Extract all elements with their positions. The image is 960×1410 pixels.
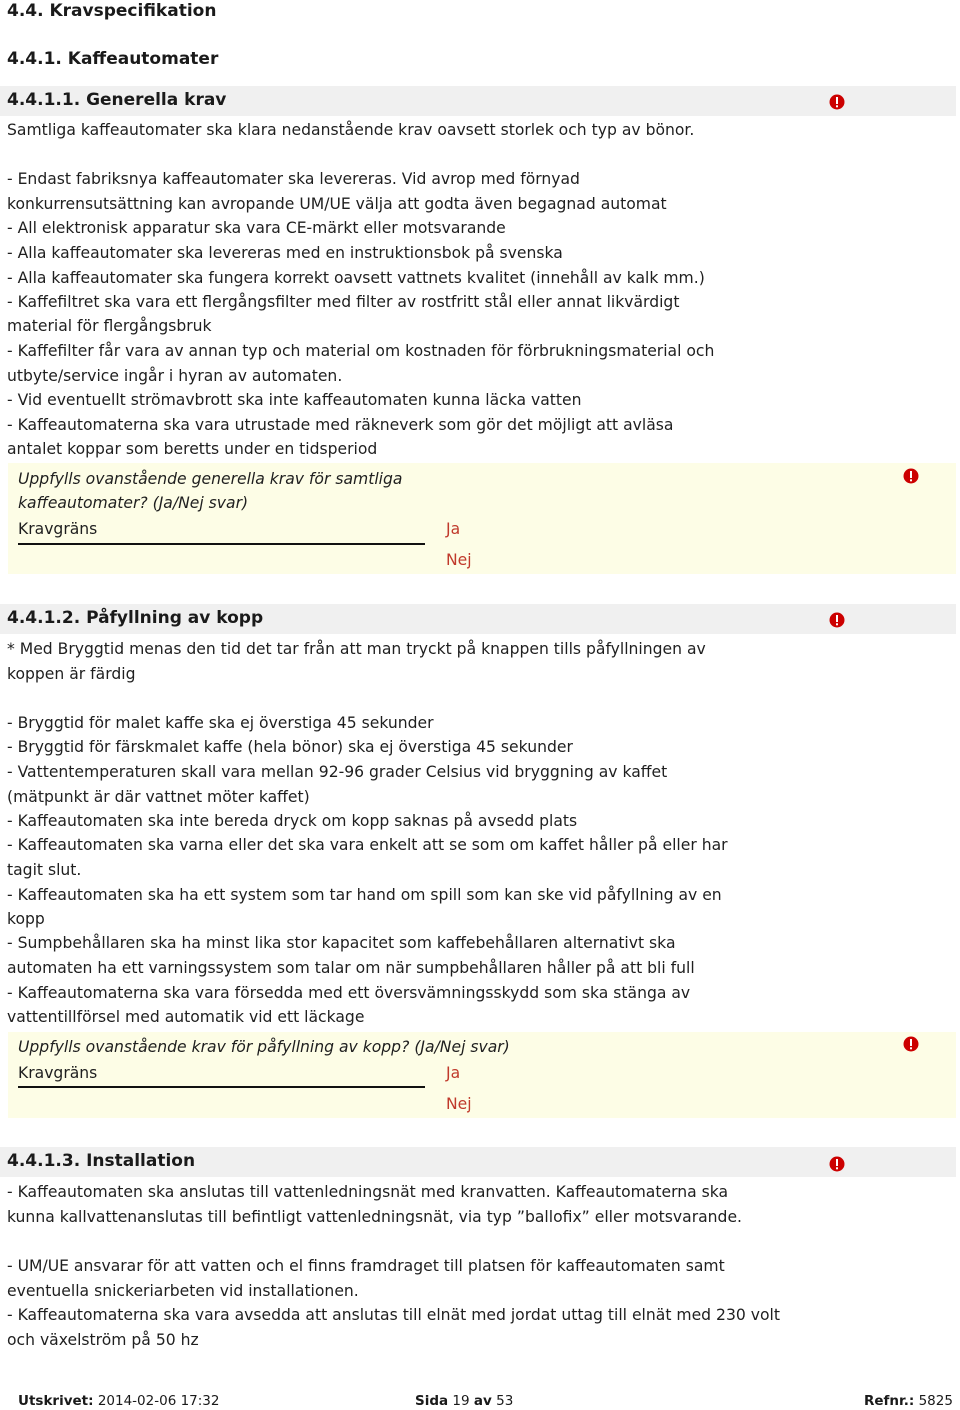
kravgrans-label: Kravgräns: [18, 520, 98, 538]
footer-printed-label: Utskrivet:: [18, 1393, 94, 1409]
text-line: koppen är färdig: [7, 665, 136, 683]
text-line: - Sumpbehållaren ska ha minst lika stor kapacitet som kaffebehållaren alternativt ska: [7, 934, 676, 952]
text-line: och växelström på 50 hz: [7, 1331, 199, 1349]
text-line: - Kaffeautomaten ska ha ett system som tar hand om spill som kan ske vid påfyllning av en: [7, 886, 722, 904]
footer-printed-value: 2014-02-06 17:32: [97, 1393, 220, 1409]
text-line: - Bryggtid för färskmalet kaffe (hela bönor) ska ej överstiga 45 sekunder: [7, 738, 573, 756]
text-line: - Kaffeautomaterna ska vara försedda med ett översvämningsskydd som ska stänga av: [7, 984, 691, 1002]
footer-page: [415, 1393, 513, 1409]
text-line: automaten ha ett varningssystem som talar om när sumpbehållaren håller på att bli full: [7, 959, 695, 977]
text-line: (mätpunkt är där vattnet möter kaffet): [7, 788, 310, 806]
heading-installation: 4.4.1.3. Installation: [7, 1151, 196, 1171]
text-line: utbyte/service ingår i hyran av automaten.: [7, 367, 343, 385]
kravgrans-rule: [18, 543, 425, 545]
answer-option-nej[interactable]: Nej: [446, 1095, 472, 1113]
footer-ref-value: 5825: [918, 1393, 953, 1409]
kravgrans-label: Kravgräns: [18, 1064, 98, 1082]
footer-page-num: 19: [452, 1393, 470, 1409]
warning-icon: [903, 468, 919, 484]
answer-option-ja[interactable]: Ja: [446, 1064, 461, 1082]
heading-generella-krav: 4.4.1.1. Generella krav: [7, 90, 227, 110]
question-text: kaffeautomater? (Ja/Nej svar): [18, 494, 249, 512]
warning-icon: [903, 1036, 919, 1052]
text-line: - Kaffeautomaterna ska vara avsedda att anslutas till elnät med jordat uttag till elnät med 230 volt: [7, 1306, 780, 1324]
text-line: tagit slut.: [7, 861, 82, 879]
heading-pafyllning: 4.4.1.2. Påfyllning av kopp: [7, 608, 264, 628]
text-line: kopp: [7, 910, 45, 928]
footer-page-of: av: [473, 1393, 492, 1409]
text-line: - UM/UE ansvarar för att vatten och el finns framdraget till platsen för kaffeautomaten samt: [7, 1257, 725, 1275]
question-text: Uppfylls ovanstående generella krav för samtliga: [18, 470, 403, 488]
footer-page-total: 53: [496, 1393, 514, 1409]
footer-printed: [18, 1393, 219, 1409]
text-line: - Vid eventuellt strömavbrott ska inte kaffeautomaten kunna läcka vatten: [7, 391, 582, 409]
text-line: - Kaffefilter får vara av annan typ och material om kostnaden för förbrukningsmaterial och: [7, 342, 715, 360]
footer-page-label: Sida: [415, 1393, 449, 1409]
answer-option-nej[interactable]: Nej: [446, 551, 472, 569]
text-line: kunna kallvattenanslutas till befintligt vattenledningsnät, via typ ”ballofix” eller motsvarande.: [7, 1208, 742, 1226]
text-line: - Vattentemperaturen skall vara mellan 92-96 grader Celsius vid bryggning av kaffet: [7, 763, 668, 781]
footer-ref: [864, 1393, 953, 1409]
text-line: - Bryggtid för malet kaffe ska ej överstiga 45 sekunder: [7, 714, 434, 732]
text-line: antalet koppar som beretts under en tidsperiod: [7, 440, 378, 458]
text-line: - Alla kaffeautomater ska fungera korrekt oavsett vattnets kvalitet (innehåll av kalk mm.): [7, 269, 705, 287]
warning-icon: [829, 612, 845, 628]
text-line: Samtliga kaffeautomater ska klara nedanstående krav oavsett storlek och typ av bönor.: [7, 121, 695, 139]
text-line: eventuella snickeriarbeten vid installationen.: [7, 1282, 359, 1300]
text-line: material för flergångsbruk: [7, 317, 212, 335]
heading-kaffeautomater: 4.4.1. Kaffeautomater: [7, 49, 219, 69]
answer-option-ja[interactable]: Ja: [446, 520, 461, 538]
text-line: - Alla kaffeautomater ska levereras med en instruktionsbok på svenska: [7, 244, 563, 262]
kravgrans-rule: [18, 1086, 425, 1088]
text-line: - Endast fabriksnya kaffeautomater ska levereras. Vid avrop med förnyad: [7, 170, 580, 188]
warning-icon: [829, 1156, 845, 1172]
text-line: - Kaffeautomaterna ska vara utrustade med räkneverk som gör det möjligt att avläsa: [7, 416, 674, 434]
text-line: * Med Bryggtid menas den tid det tar från att man tryckt på knappen tills påfyllningen av: [7, 640, 706, 658]
text-line: konkurrensutsättning kan avropande UM/UE välja att godta även begagnad automat: [7, 195, 667, 213]
text-line: - All elektronisk apparatur ska vara CE-märkt eller motsvarande: [7, 219, 506, 237]
text-line: - Kaffeautomaten ska anslutas till vattenledningsnät med kranvatten. Kaffeautomaterna ska: [7, 1183, 729, 1201]
heading-kravspecifikation: 4.4. Kravspecifikation: [7, 1, 217, 21]
text-line: - Kaffefiltret ska vara ett flergångsfilter med filter av rostfritt stål eller annat likvärdigt: [7, 293, 680, 311]
text-line: vattentillförsel med automatik vid ett läckage: [7, 1008, 365, 1026]
warning-icon: [829, 94, 845, 110]
question-text: Uppfylls ovanstående krav för påfyllning av kopp? (Ja/Nej svar): [18, 1038, 510, 1056]
text-line: - Kaffeautomaten ska varna eller det ska vara enkelt att se som om kaffet håller på eller har: [7, 836, 728, 854]
text-line: - Kaffeautomaten ska inte bereda dryck om kopp saknas på avsedd plats: [7, 812, 578, 830]
footer-ref-label: Refnr.:: [864, 1393, 915, 1409]
